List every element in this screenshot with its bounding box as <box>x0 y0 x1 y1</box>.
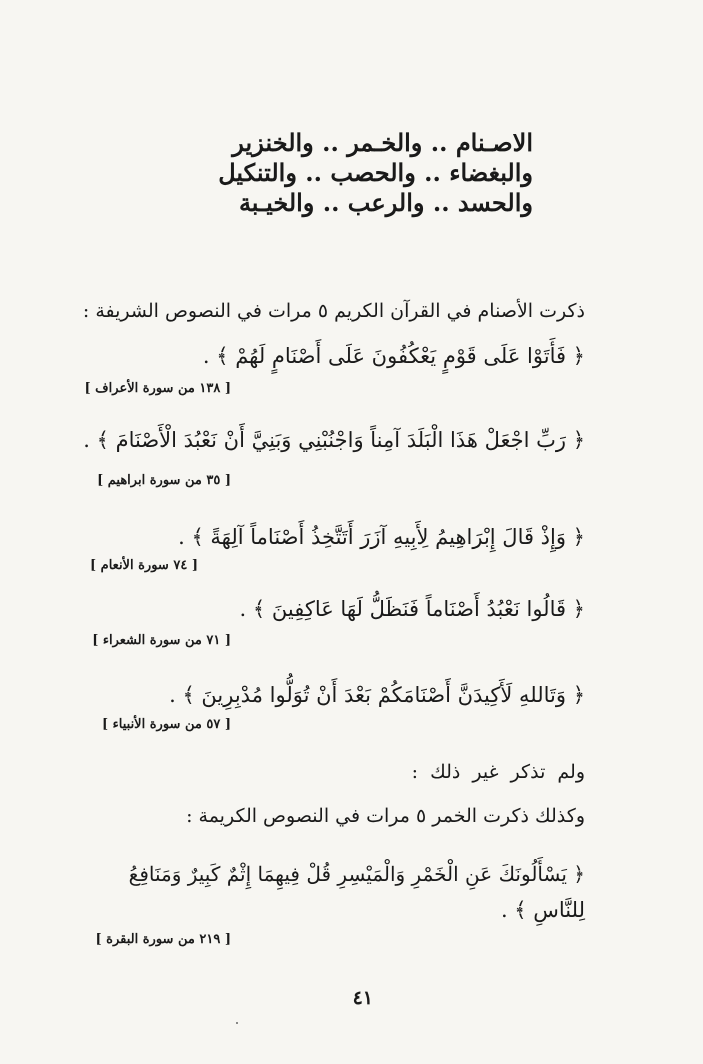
verse-4-reference: [ ٧١ من سورة الشعراء ] <box>92 633 231 648</box>
verse-5: ﴿ وَتَاللهِ لَأَكِيدَنَّ أَصْنَامَكُمْ بَعْدَ أَنْ تُوَلُّوا مُدْبِرِينَ ﴾ . <box>169 683 585 707</box>
verse-1-reference: [ ١٣٨ من سورة الأعراف ] <box>84 381 231 396</box>
verse-2: ﴿ رَبِّ اجْعَلْ هَذَا الْبَلَدَ آمِناً وَاجْنُبْنِي وَبَنِيَّ أَنْ نَعْبُدَ الْأَصْنَامَ ﴾ . <box>83 428 585 452</box>
verse-1: ﴿ فَأَتَوْا عَلَى قَوْمٍ يَعْكُفُونَ عَلَى أَصْنَامٍ لَهُمْ ﴾ . <box>202 344 585 368</box>
chapter-heading-line-2: والبغضاء .. والحصب .. والتنكيل <box>218 158 533 187</box>
idols-intro-text: ذكرت الأصنام في القرآن الكريم ٥ مرات في النصوص الشريفة : <box>82 300 585 322</box>
wine-verse-line-1: ﴿ يَسْأَلُونَكَ عَنِ الْخَمْرِ وَالْمَيْسِرِ قُلْ فِيهِمَا إِثْمٌ كَبِيرٌ وَمَنَافِعُ <box>128 862 585 886</box>
wine-verse-reference: [ ٢١٩ من سورة البقرة ] <box>95 932 231 947</box>
page-number: ٤١ <box>352 987 373 1009</box>
verse-3-reference: [ ٧٤ سورة الأنعام ] <box>89 558 198 573</box>
verse-2-reference: [ ٣٥ من سورة ابراهيم ] <box>97 473 231 488</box>
verse-4: ﴿ قَالُوا نَعْبُدُ أَصْنَاماً فَنَظَلُّ لَهَا عَاكِفِينَ ﴾ . <box>239 597 585 621</box>
chapter-heading-line-3: والحسد .. والرعب .. والخيـبة <box>238 188 533 217</box>
not-mentioned-text: ولم تذكر غير ذلك : <box>411 761 585 783</box>
chapter-heading-line-1: الاصـنام .. والخـمر .. والخنزير <box>232 128 533 157</box>
wine-intro-text: وكذلك ذكرت الخمر ٥ مرات في النصوص الكريمة : <box>186 805 585 827</box>
wine-verse-line-2: لِلنَّاسِ ﴾ . <box>500 898 585 922</box>
print-speck <box>236 1022 238 1024</box>
verse-5-reference: [ ٥٧ من سورة الأنبياء ] <box>101 717 231 732</box>
verse-3: ﴿ وَإِذْ قَالَ إِبْرَاهِيمُ لِأَبِيهِ آزَرَ أَتَتَّخِذُ أَصْنَاماً آلِهَةً ﴾ . <box>178 525 585 549</box>
